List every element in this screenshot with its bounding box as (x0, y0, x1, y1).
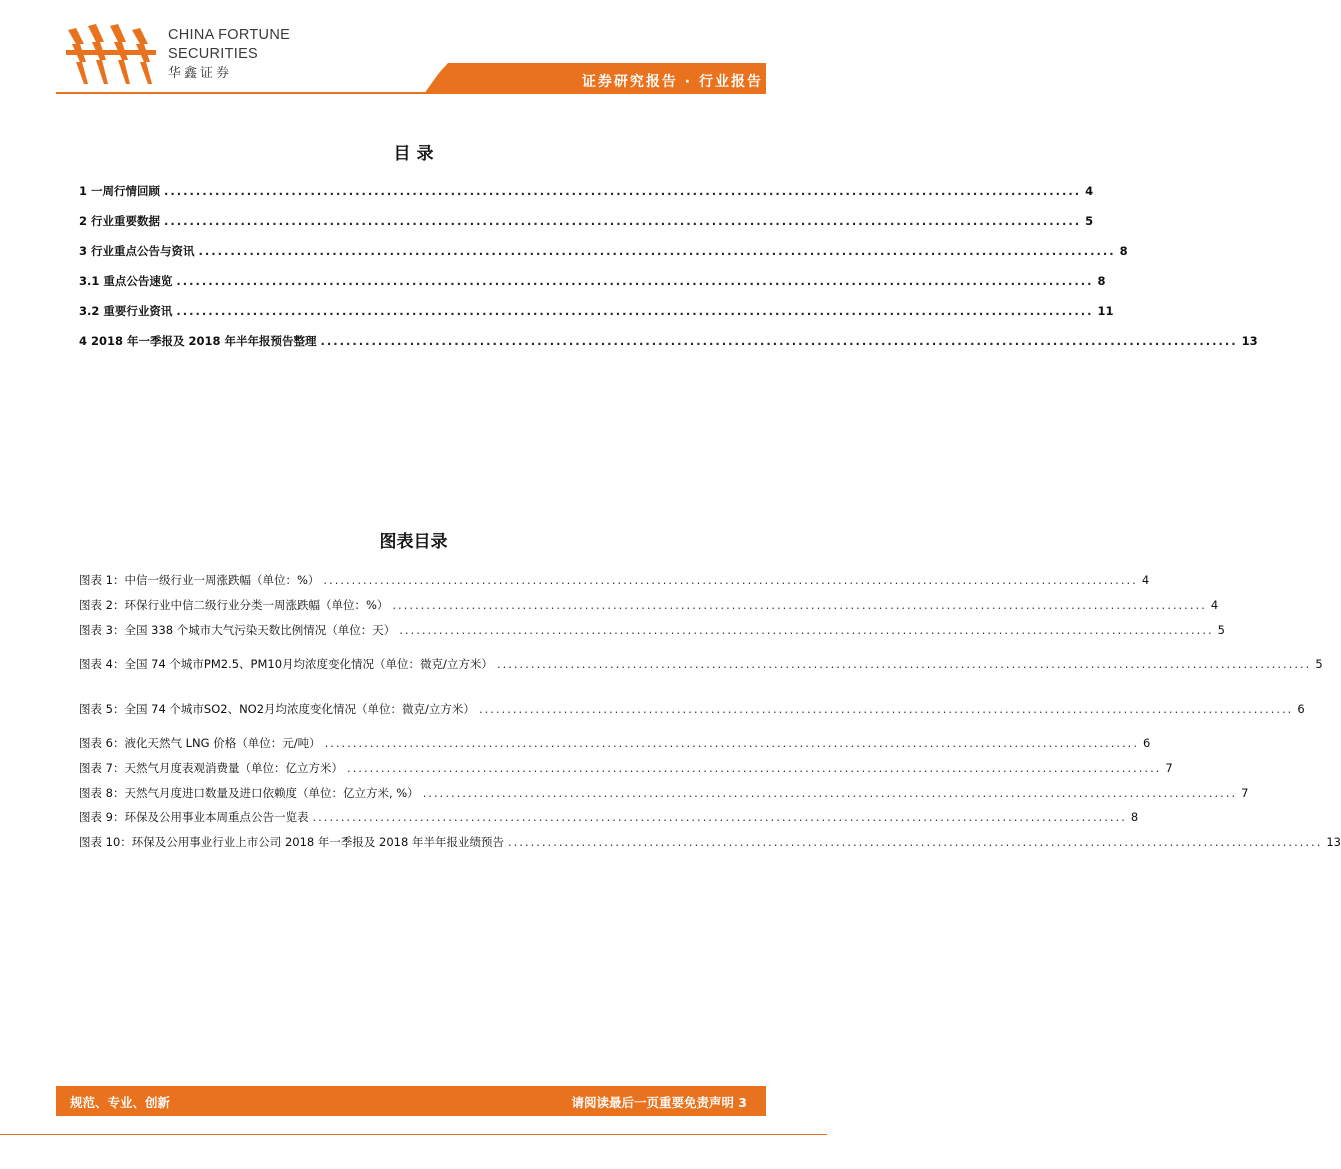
page-number: 4 (1141, 573, 1150, 587)
toc-item[interactable]: 3.1 重点公告速览 ................................................................................................................................................ 8 (79, 266, 748, 296)
figures-title: 图表目录 (379, 532, 448, 552)
leader-dots: ................................................................................................................................................ (176, 304, 1094, 318)
toc-item[interactable]: 1 一周行情回顾 ................................................................................................................................................ 4 (79, 176, 748, 206)
leader-dots: ................................................................................................................................................ (320, 334, 1238, 348)
page-number: 13 (1326, 835, 1341, 849)
page-number: 8 (1130, 810, 1139, 824)
leader-dots: ................................................................................................................................................ (392, 598, 1207, 612)
figure-item[interactable]: 图表 1：中信一级行业一周涨跌幅（单位：%） ................................................................................................................................................ 4 (79, 573, 1150, 587)
page-number: 5 (1315, 657, 1323, 671)
figure-item[interactable]: 图表 4：全国 74 个城市PM2.5、PM10月均浓度变化情况（单位：微克/立方米） ................................................................................................................................................ 5 (79, 657, 1323, 671)
leader-dots: ................................................................................................................................................ (176, 274, 1094, 288)
leader-dots: ................................................................................................................................................ (164, 184, 1082, 198)
page-number: 5 (1217, 623, 1225, 637)
brand-text (168, 28, 290, 80)
header-divider (56, 92, 766, 94)
leader-dots: ................................................................................................................................................ (198, 244, 1116, 258)
toc-item[interactable]: 4 2018 年一季报及 2018 年半年报预告整理 ................................................................................................................................................ 13 (79, 326, 748, 356)
footer-slogan: 规范、专业、创新 (70, 1095, 171, 1110)
page-number: 4 (1085, 184, 1094, 198)
page-number: 6 (1142, 736, 1151, 750)
toc-item[interactable]: 3 行业重点公告与资讯 ................................................................................................................................................ 8 (79, 236, 748, 266)
page-number: 8 (1119, 244, 1128, 258)
figure-item[interactable]: 图表 9：环保及公用事业本周重点公告一览表 ................................................................................................................................................ 8 (79, 810, 1139, 824)
leader-dots: ................................................................................................................................................ (399, 623, 1214, 637)
page-number: 5 (1085, 214, 1094, 228)
toc-item[interactable]: 2 行业重要数据 ................................................................................................................................................ 5 (79, 206, 748, 236)
footer-disclaimer-note: 请阅读最后一页重要免责声明 3 (571, 1095, 747, 1110)
brand-name-en-1: CHINA FORTUNE (168, 27, 291, 43)
page-number: 6 (1297, 702, 1305, 716)
brand-name-en-2: SECURITIES (168, 46, 259, 62)
toc-item[interactable]: 3.2 重要行业资讯 ................................................................................................................................................ 11 (79, 296, 748, 326)
leader-dots: ................................................................................................................................................ (496, 657, 1312, 671)
page-number: 11 (1097, 304, 1114, 318)
footer-divider (0, 1134, 827, 1135)
page-number: 7 (1165, 761, 1173, 775)
brand-name-cn: 华鑫证券 (168, 66, 233, 81)
figure-item[interactable]: 图表 6：液化天然气 LNG 价格（单位：元/吨） ................................................................................................................................................ 6 (79, 736, 1151, 750)
page-number: 8 (1097, 274, 1106, 288)
company-logo (66, 22, 156, 86)
leader-dots: ................................................................................................................................................ (478, 702, 1294, 716)
figure-item[interactable]: 图表 3：全国 338 个城市大气污染天数比例情况（单位：天） ................................................................................................................................................ 5 (79, 623, 1225, 637)
leader-dots: ................................................................................................................................................ (346, 761, 1162, 775)
page-number: 4 (1210, 598, 1219, 612)
leader-dots: ................................................................................................................................................ (323, 573, 1138, 587)
figure-item[interactable]: 图表 2：环保行业中信二级行业分类一周涨跌幅（单位：%） ................................................................................................................................................ 4 (79, 598, 1219, 612)
toc-list (79, 176, 1258, 356)
leader-dots: ................................................................................................................................................ (164, 214, 1082, 228)
figure-item[interactable]: 图表 8：天然气月度进口数量及进口依赖度（单位：亿立方米, %） ................................................................................................................................................ 7 (79, 786, 1249, 800)
leader-dots: ................................................................................................................................................ (507, 835, 1323, 849)
toc-title: 目 录 (393, 144, 434, 164)
leader-dots: ................................................................................................................................................ (324, 736, 1139, 750)
page-number: 13 (1241, 334, 1258, 348)
page-number: 7 (1241, 786, 1249, 800)
leader-dots: ................................................................................................................................................ (312, 810, 1127, 824)
figure-item[interactable]: 图表 5：全国 74 个城市SO2、NO2月均浓度变化情况（单位：微克/立方米） ................................................................................................................................................ 6 (79, 702, 1305, 716)
leader-dots: ................................................................................................................................................ (422, 786, 1238, 800)
figure-item[interactable]: 图表 7：天然气月度表观消费量（单位：亿立方米） ................................................................................................................................................ 7 (79, 761, 1173, 775)
report-type: 证券研究报告 · 行业报告 (581, 74, 763, 90)
figure-item[interactable]: 图表 10：环保及公用事业行业上市公司 2018 年一季报及 2018 年半年报业绩预告 ................................................................................................................................................ 13 (79, 835, 1341, 849)
